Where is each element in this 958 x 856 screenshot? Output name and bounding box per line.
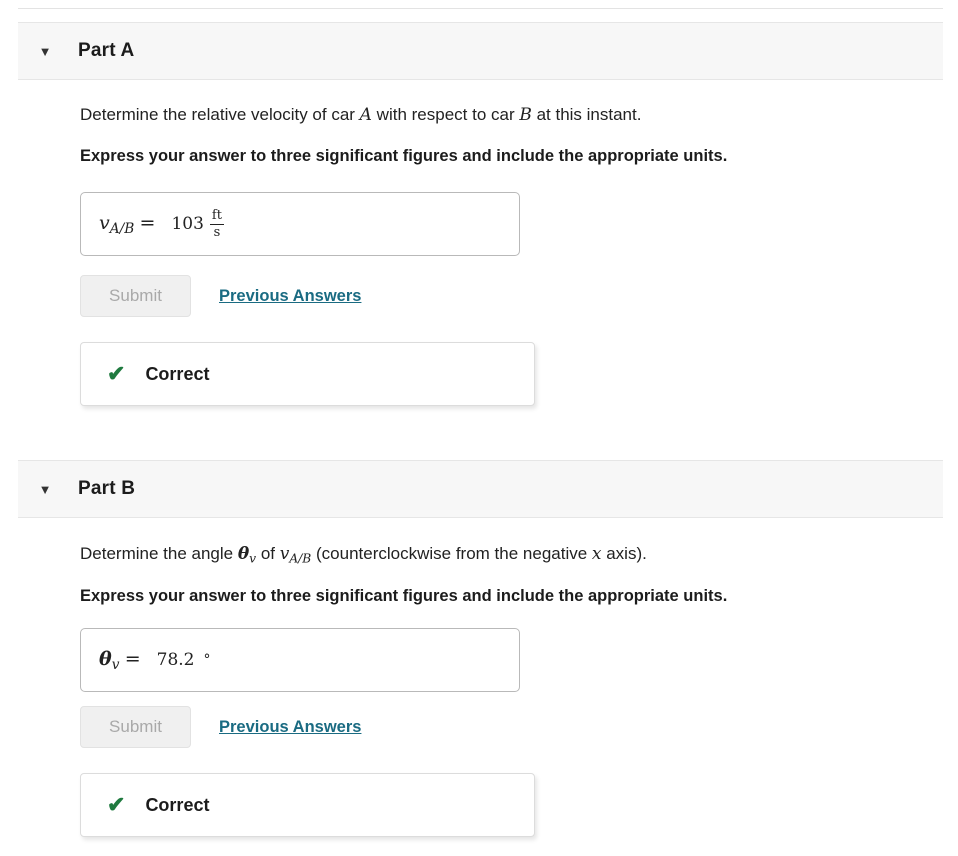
part-a-answer-field[interactable] bbox=[80, 192, 520, 256]
part-a-instruction: Express your answer to three significant figures and include the appropriate units. bbox=[80, 147, 728, 165]
check-icon: ✔ bbox=[107, 792, 126, 817]
part-b-answer-value-group[interactable] bbox=[157, 650, 211, 670]
unit-denominator: s bbox=[213, 224, 221, 240]
part-a-symbol: v bbox=[99, 211, 110, 234]
part-b-instruction-wrap bbox=[80, 585, 940, 607]
part-a-previous-answers-link[interactable]: Previous Answers bbox=[219, 286, 362, 305]
part-a-answer-value-group[interactable] bbox=[171, 209, 224, 240]
part-b-title: Part B bbox=[78, 478, 136, 499]
part-b-feedback-text: Correct bbox=[145, 794, 210, 815]
prompt-a-car1: A bbox=[359, 105, 372, 125]
part-a-answer-unit bbox=[210, 209, 224, 240]
part-a-feedback bbox=[80, 342, 535, 406]
part-a-answer-number: 103 bbox=[171, 214, 204, 234]
part-b-answer-number: 78.2 bbox=[156, 650, 195, 670]
part-a-feedback-text: Correct bbox=[145, 363, 210, 384]
part-a-answer-label bbox=[99, 212, 155, 237]
prompt-b-pre: Determine the angle bbox=[80, 544, 238, 563]
prompt-a-pre: Determine the relative velocity of car bbox=[80, 105, 360, 124]
part-b-answer-label bbox=[99, 648, 141, 673]
top-divider bbox=[18, 8, 943, 9]
part-a-instruction-wrap bbox=[80, 145, 940, 167]
part-b-equals: = bbox=[124, 647, 141, 670]
part-a-prompt-text bbox=[80, 104, 940, 127]
part-a-prompt bbox=[80, 104, 940, 127]
prompt-b-v: v bbox=[279, 544, 290, 564]
prompt-b-mid: of bbox=[256, 544, 280, 563]
part-b-symbol: θ bbox=[99, 647, 112, 670]
prompt-b-theta-sub: v bbox=[249, 551, 257, 566]
unit-numerator: ft bbox=[211, 207, 222, 223]
part-a-equals: = bbox=[139, 211, 156, 234]
prompt-a-mid: with respect to car bbox=[371, 105, 520, 124]
check-icon: ✔ bbox=[107, 361, 126, 386]
part-b-controls bbox=[80, 706, 361, 748]
part-b-subscript: v bbox=[111, 656, 120, 673]
part-a-subscript: A/B bbox=[109, 220, 135, 237]
part-b-feedback bbox=[80, 773, 535, 837]
part-a-controls bbox=[80, 275, 361, 317]
part-b-prompt-text bbox=[80, 543, 940, 567]
part-a-submit-button[interactable]: Submit bbox=[80, 275, 191, 317]
part-a-title: Part A bbox=[78, 40, 135, 61]
part-b-instruction: Express your answer to three significant figures and include the appropriate units. bbox=[80, 587, 728, 605]
prompt-b-post: (counterclockwise from the negative bbox=[311, 544, 592, 563]
part-b-header[interactable] bbox=[18, 460, 943, 518]
chevron-down-icon[interactable]: ▼ bbox=[38, 43, 52, 59]
part-b-answer-field[interactable] bbox=[80, 628, 520, 692]
prompt-a-car2: B bbox=[519, 105, 532, 125]
prompt-b-theta: θ bbox=[237, 544, 250, 564]
part-b-prompt bbox=[80, 543, 940, 567]
part-b-previous-answers-link[interactable]: Previous Answers bbox=[219, 717, 362, 736]
part-a-header[interactable] bbox=[18, 22, 943, 80]
prompt-b-v-sub: A/B bbox=[289, 551, 312, 566]
prompt-b-axis: x bbox=[591, 544, 602, 564]
prompt-a-post: at this instant. bbox=[531, 105, 642, 124]
prompt-b-tail: axis). bbox=[601, 544, 647, 563]
part-b-answer-unit: ° bbox=[203, 652, 211, 668]
chevron-down-icon[interactable]: ▼ bbox=[38, 481, 52, 497]
part-b-submit-button[interactable]: Submit bbox=[80, 706, 191, 748]
